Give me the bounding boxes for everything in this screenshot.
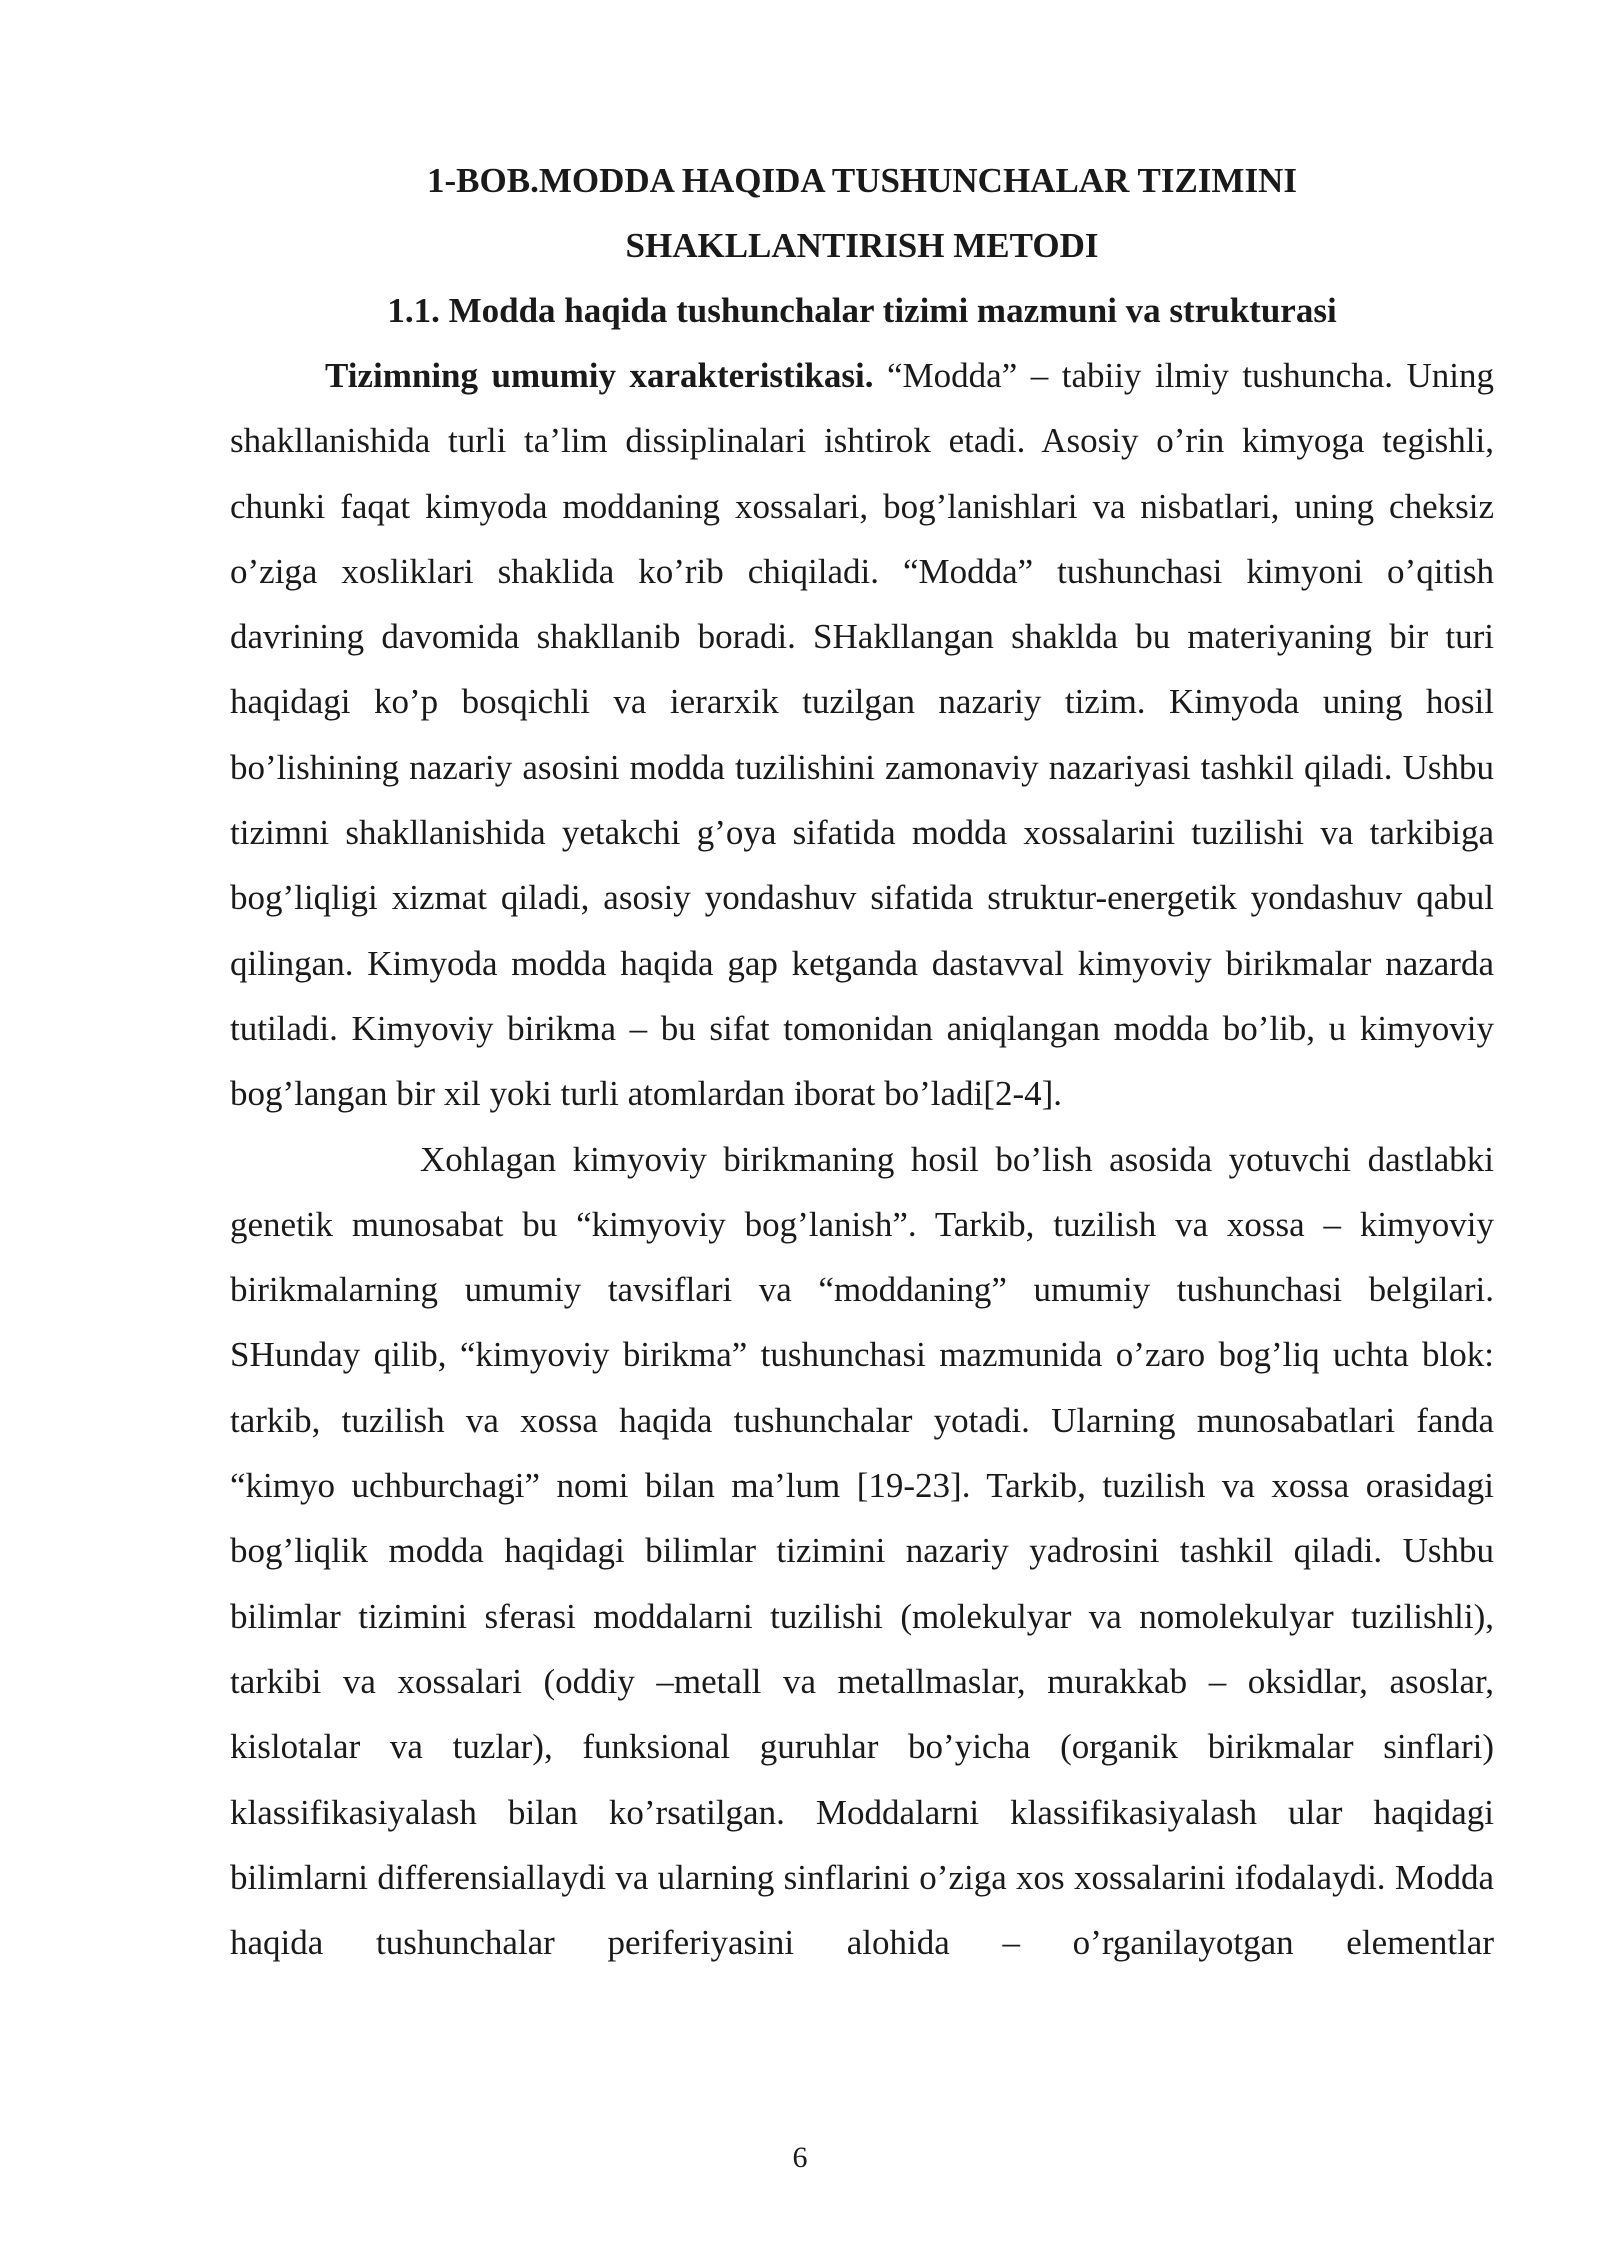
section-title: 1.1. Modda haqida tushunchalar tizimi mazmuni va strukturasi [387,291,1337,330]
chapter-title-line1: 1-BOB.MODDA HAQIDA TUSHUNCHALAR TIZIMINI [427,161,1297,200]
document-page [230,148,1494,1975]
paragraph-1-text: “Modda” – tabiiy ilmiy tushuncha. Uning shakllanishida turli ta’lim dissiplinalari ishtirok etadi. Asosiy o’rin kimyoga tegishli, chunki faqat kimyoda moddaning xossalari, bog’lanishlari va nisbatlari, uning cheksiz o’ziga xosliklari shaklida ko’rib chiqiladi. “Modda” tushunchasi kimyoni o’qitish davrining davomida shakllanib boradi. SHakllangan shaklda bu materiyaning bir turi haqidagi ko’p bosqichli va ierarxik tuzilgan nazariy tizim. Kimyoda uning hosil bo’lishining nazariy asosini modda tuzilishini zamonaviy nazariyasi tashkil qiladi. Ushbu tizimni shakllanishida yetakchi g’oya sifatida modda xossalarini tuzilishi va tarkibiga bog’liqligi xizmat qiladi, asosiy yondashuv sifatida struktur-energetik yondashuv qabul qilingan. Kimyoda modda haqida gap ketganda dastavval kimyoviy birikmalar nazarda tutiladi. Kimyoviy birikma – bu sifat tomonidan aniqlangan modda bo’lib, u kimyoviy bog’langan bir xil yoki turli atomlardan iborat bo’ladi[2-4]. [230,356,1495,1114]
paragraph-2-text: Xohlagan kimyoviy birikmaning hosil bo’lish asosida yotuvchi dastlabki genetik munosabat bu “kimyoviy bog’lanish”. Tarkib, tuzilish va xossa – kimyoviy birikmalarning umumiy tavsiflari va “moddaning” umumiy tushunchasi belgilari. SHunday qilib, “kimyoviy birikma” tushunchasi mazmunida o’zaro bog’liq uchta blok: tarkib, tuzilish va xossa haqida tushunchalar yotadi. Ularning munosabatlari fanda “kimyo uchburchagi” nomi bilan ma’lum [19-23]. Tarkib, tuzilish va xossa orasidagi bog’liqlik modda haqidagi bilimlar tizimini nazariy yadrosini tashkil qiladi. Ushbu bilimlar tizimini sferasi moddalarni tuzilishi (molekulyar va nomolekulyar tuzilishli), tarkibi va xossalari (oddiy –metall va metallmaslar, murakkab – oksidlar, asoslar, kislotalar va tuzlar), funksional guruhlar bo’yicha (organik birikmalar sinflari) klassifikasiyalash bilan ko’rsatilgan. Moddalarni klassifikasiyalash ular haqidagi bilimlarni differensiallaydi va ularning sinflarini o’ziga xos xossalarini ifodalaydi. Modda haqida tushunchalar periferiyasini alohida – o’rganilayotgan elementlar [230,1139,1494,1963]
paragraph-lead: Tizimning umumiy xarakteristikasi. [325,356,874,395]
body-paragraph-2 [230,1127,1494,1976]
body-paragraph-1 [230,343,1494,1127]
page-number: 6 [792,2141,808,2174]
chapter-title-line2: SHAKLLANTIRISH METODI [625,226,1099,265]
